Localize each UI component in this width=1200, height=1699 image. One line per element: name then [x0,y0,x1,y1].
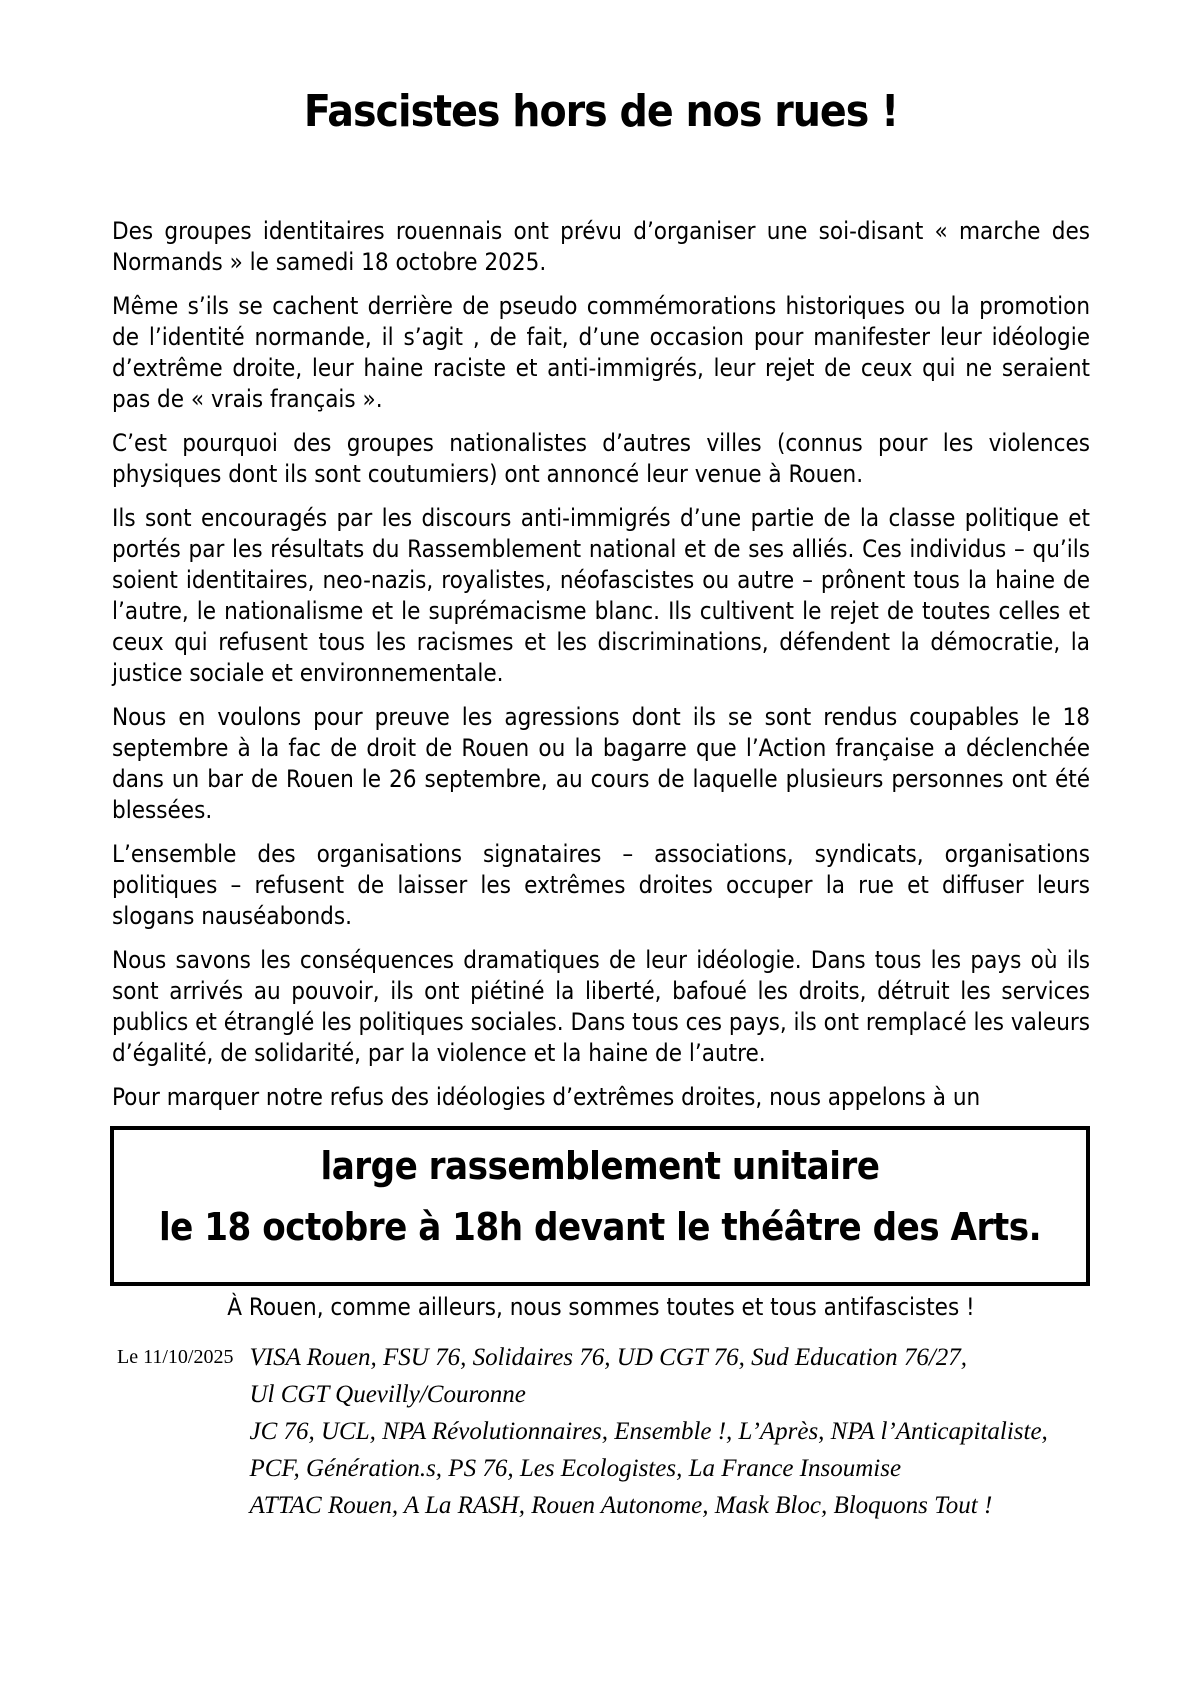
body-paragraph-1: Des groupes identitaires rouennais ont prévu d’organiser une soi-disant « marche des Normands » le samedi 18 octobre 2025. [112,217,1090,277]
closing-slogan: À Rouen, comme ailleurs, nous sommes toutes et tous antifascistes ! [227,1292,975,1321]
signatory-line-1: VISA Rouen, FSU 76, Solidaires 76, UD CGT 76, Sud Education 76/27, [249,1343,968,1371]
banner-headline: large rassemblement unitaire [320,1144,880,1189]
body-paragraph-3: C’est pourquoi des groupes nationalistes d’autres villes (connus pour les violences physiques dont ils sont coutumiers) ont annoncé leur venue à Rouen. [112,429,1090,489]
banner-date-location: le 18 octobre à 18h devant le théâtre des Arts. [158,1205,1042,1250]
signature-block [112,1339,1090,1524]
body-paragraph-6: L’ensemble des organisations signataires – associations, syndicats, organisations politiques – refusent de laisser les extrêmes droites occuper la rue et diffuser leurs slogans nauséabonds. [112,840,1090,931]
signatory-line-3: JC 76, UCL, NPA Révolutionnaires, Ensemble !, L’Après, NPA l’Anticapitaliste, [249,1417,1048,1445]
body-paragraph-2: Même s’ils se cachent derrière de pseudo commémorations historiques ou la promotion de l’identité normande, il s’agit , de fait, d’une occasion pour manifester leur idéologie d’extrême droite, leur haine raciste et anti-immigrés, leur rejet de ceux qui ne seraient pas de « vrais français ». [112,292,1090,414]
date-label: Le 11/10/2025 [117,1345,234,1368]
page-title: Fascistes hors de nos rues ! [303,86,899,137]
signatory-line-2: Ul CGT Quevilly/Couronne [249,1380,526,1408]
body-paragraph-5: Nous en voulons pour preuve les agressions dont ils se sont rendus coupables le 18 septembre à la fac de droit de Rouen ou la bagarre que l’Action française a déclenchée dans un bar de Rouen le 26 septembre, au cours de laquelle plusieurs personnes ont été blessées. [112,703,1090,825]
signatory-line-4: PCF, Génération.s, PS 76, Les Ecologistes, La France Insoumise [249,1454,902,1482]
signatory-line-5: ATTAC Rouen, A La RASH, Rouen Autonome, Mask Bloc, Bloquons Tout ! [249,1491,993,1519]
event-banner [110,1126,1090,1285]
body-paragraph-4: Ils sont encouragés par les discours anti-immigrés d’une partie de la classe politique et portés par les résultats du Rassemblement national et de ses alliés. Ces individus – qu’ils soient identitaires, neo-nazis, royalistes, néofascistes ou autre – prônent tous la haine de l’autre, le nationalisme et le suprémacisme blanc. Ils cultivent le rejet de toutes celles et ceux qui refusent tous les racismes et les discriminations, défendent la démocratie, la justice sociale et environnementale. [112,504,1090,688]
body-paragraph-7: Nous savons les conséquences dramatiques de leur idéologie. Dans tous les pays où ils sont arrivés au pouvoir, ils ont piétiné la liberté, bafoué les droits, détruit les services publics et étranglé les politiques sociales. Dans tous ces pays, ils ont remplacé les valeurs d’égalité, de solidarité, par la violence et la haine de l’autre. [112,946,1090,1068]
body-paragraph-8: Pour marquer notre refus des idéologies d’extrêmes droites, nous appelons à un [112,1083,981,1112]
signatories-list [249,1339,1090,1524]
